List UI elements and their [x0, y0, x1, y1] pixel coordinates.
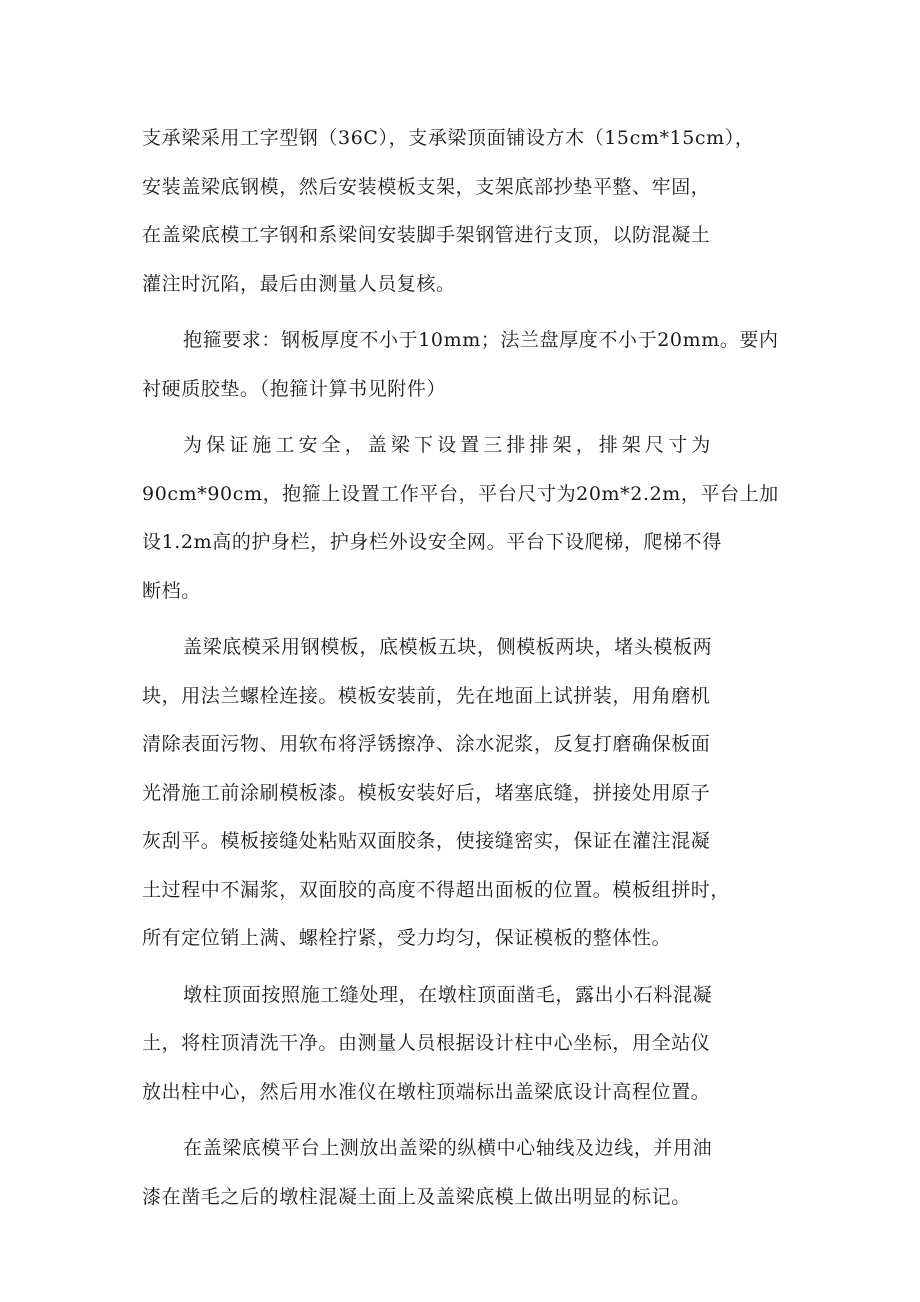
text-line: 盖梁底模采用钢模板，底模板五块，侧模板两块，堵头模板两 — [183, 636, 713, 658]
paragraph-pier-top — [142, 971, 778, 1117]
text-line: 漆在凿毛之后的墩柱混凝土面上及盖梁底模上做出明显的标记。 — [142, 1185, 691, 1208]
text-line: 灌注时沉陷，最后由测量人员复核。 — [142, 272, 456, 295]
text-line: 在盖梁底模平台上测放出盖梁的纵横中心轴线及边线，并用油 — [183, 1137, 713, 1159]
text-line: 断档。 — [142, 579, 201, 602]
text-line: 支承梁采用工字型钢（36C），支承梁顶面铺设方木（15cm*15cm）， — [142, 127, 755, 149]
text-line: 安装盖梁底钢模，然后安装模板支架，支架底部抄垫平整、牢固， — [142, 175, 711, 198]
text-line: 墩柱顶面按照施工缝处理，在墩柱顶面凿毛，露出小石料混凝 — [183, 983, 713, 1006]
paragraph-safety-platform — [142, 421, 778, 615]
text-line: 所有定位销上满、螺栓拧紧，受力均匀，保证模板的整体性。 — [142, 927, 672, 949]
paragraph-support-beam — [142, 114, 778, 308]
text-line: 为保证施工安全，盖梁下设置三排排架，排架尺寸为 — [183, 434, 715, 456]
text-line: 衬硬质胶垫。（抱箍计算书见附件） — [142, 377, 447, 400]
text-line: 块，用法兰螺栓连接。模板安装前，先在地面上试拼装，用角磨机 — [142, 684, 711, 707]
text-line: 抱箍要求：钢板厚度不小于10mm；法兰盘厚度不小于20mm。要内 — [183, 329, 779, 351]
paragraph-hoop-requirements — [142, 316, 778, 413]
text-line: 清除表面污物、用软布将浮锈擦净、涂水泥浆，反复打磨确保板面 — [142, 733, 711, 755]
text-line: 光滑施工前涂刷模板漆。模板安装好后，堵塞底缝，拼接处用原子 — [142, 781, 711, 804]
text-line: 放出柱中心，然后用水准仪在墩柱顶端标出盖梁底设计高程位置。 — [142, 1080, 711, 1103]
text-line: 灰刮平。模板接缝处粘贴双面胶条，使接缝密实，保证在灌注混凝 — [142, 830, 711, 852]
text-line: 土，将柱顶清洗干净。由测量人员根据设计柱中心坐标，用全站仪 — [142, 1032, 711, 1054]
document-body — [142, 114, 778, 1229]
paragraph-axis-marking — [142, 1124, 778, 1221]
text-line: 土过程中不漏浆，双面胶的高度不得超出面板的位置。模板组拼时， — [142, 878, 731, 901]
text-line: 设1.2m高的护身栏，护身栏外设安全网。平台下设爬梯，爬梯不得 — [142, 531, 722, 553]
text-line: 在盖梁底模工字钢和系梁间安装脚手架钢管进行支顶，以防混凝土 — [142, 224, 711, 246]
text-line: 90cm*90cm，抱箍上设置工作平台，平台尺寸为20m*2.2m，平台上加 — [142, 482, 779, 505]
paragraph-formwork — [142, 623, 778, 963]
